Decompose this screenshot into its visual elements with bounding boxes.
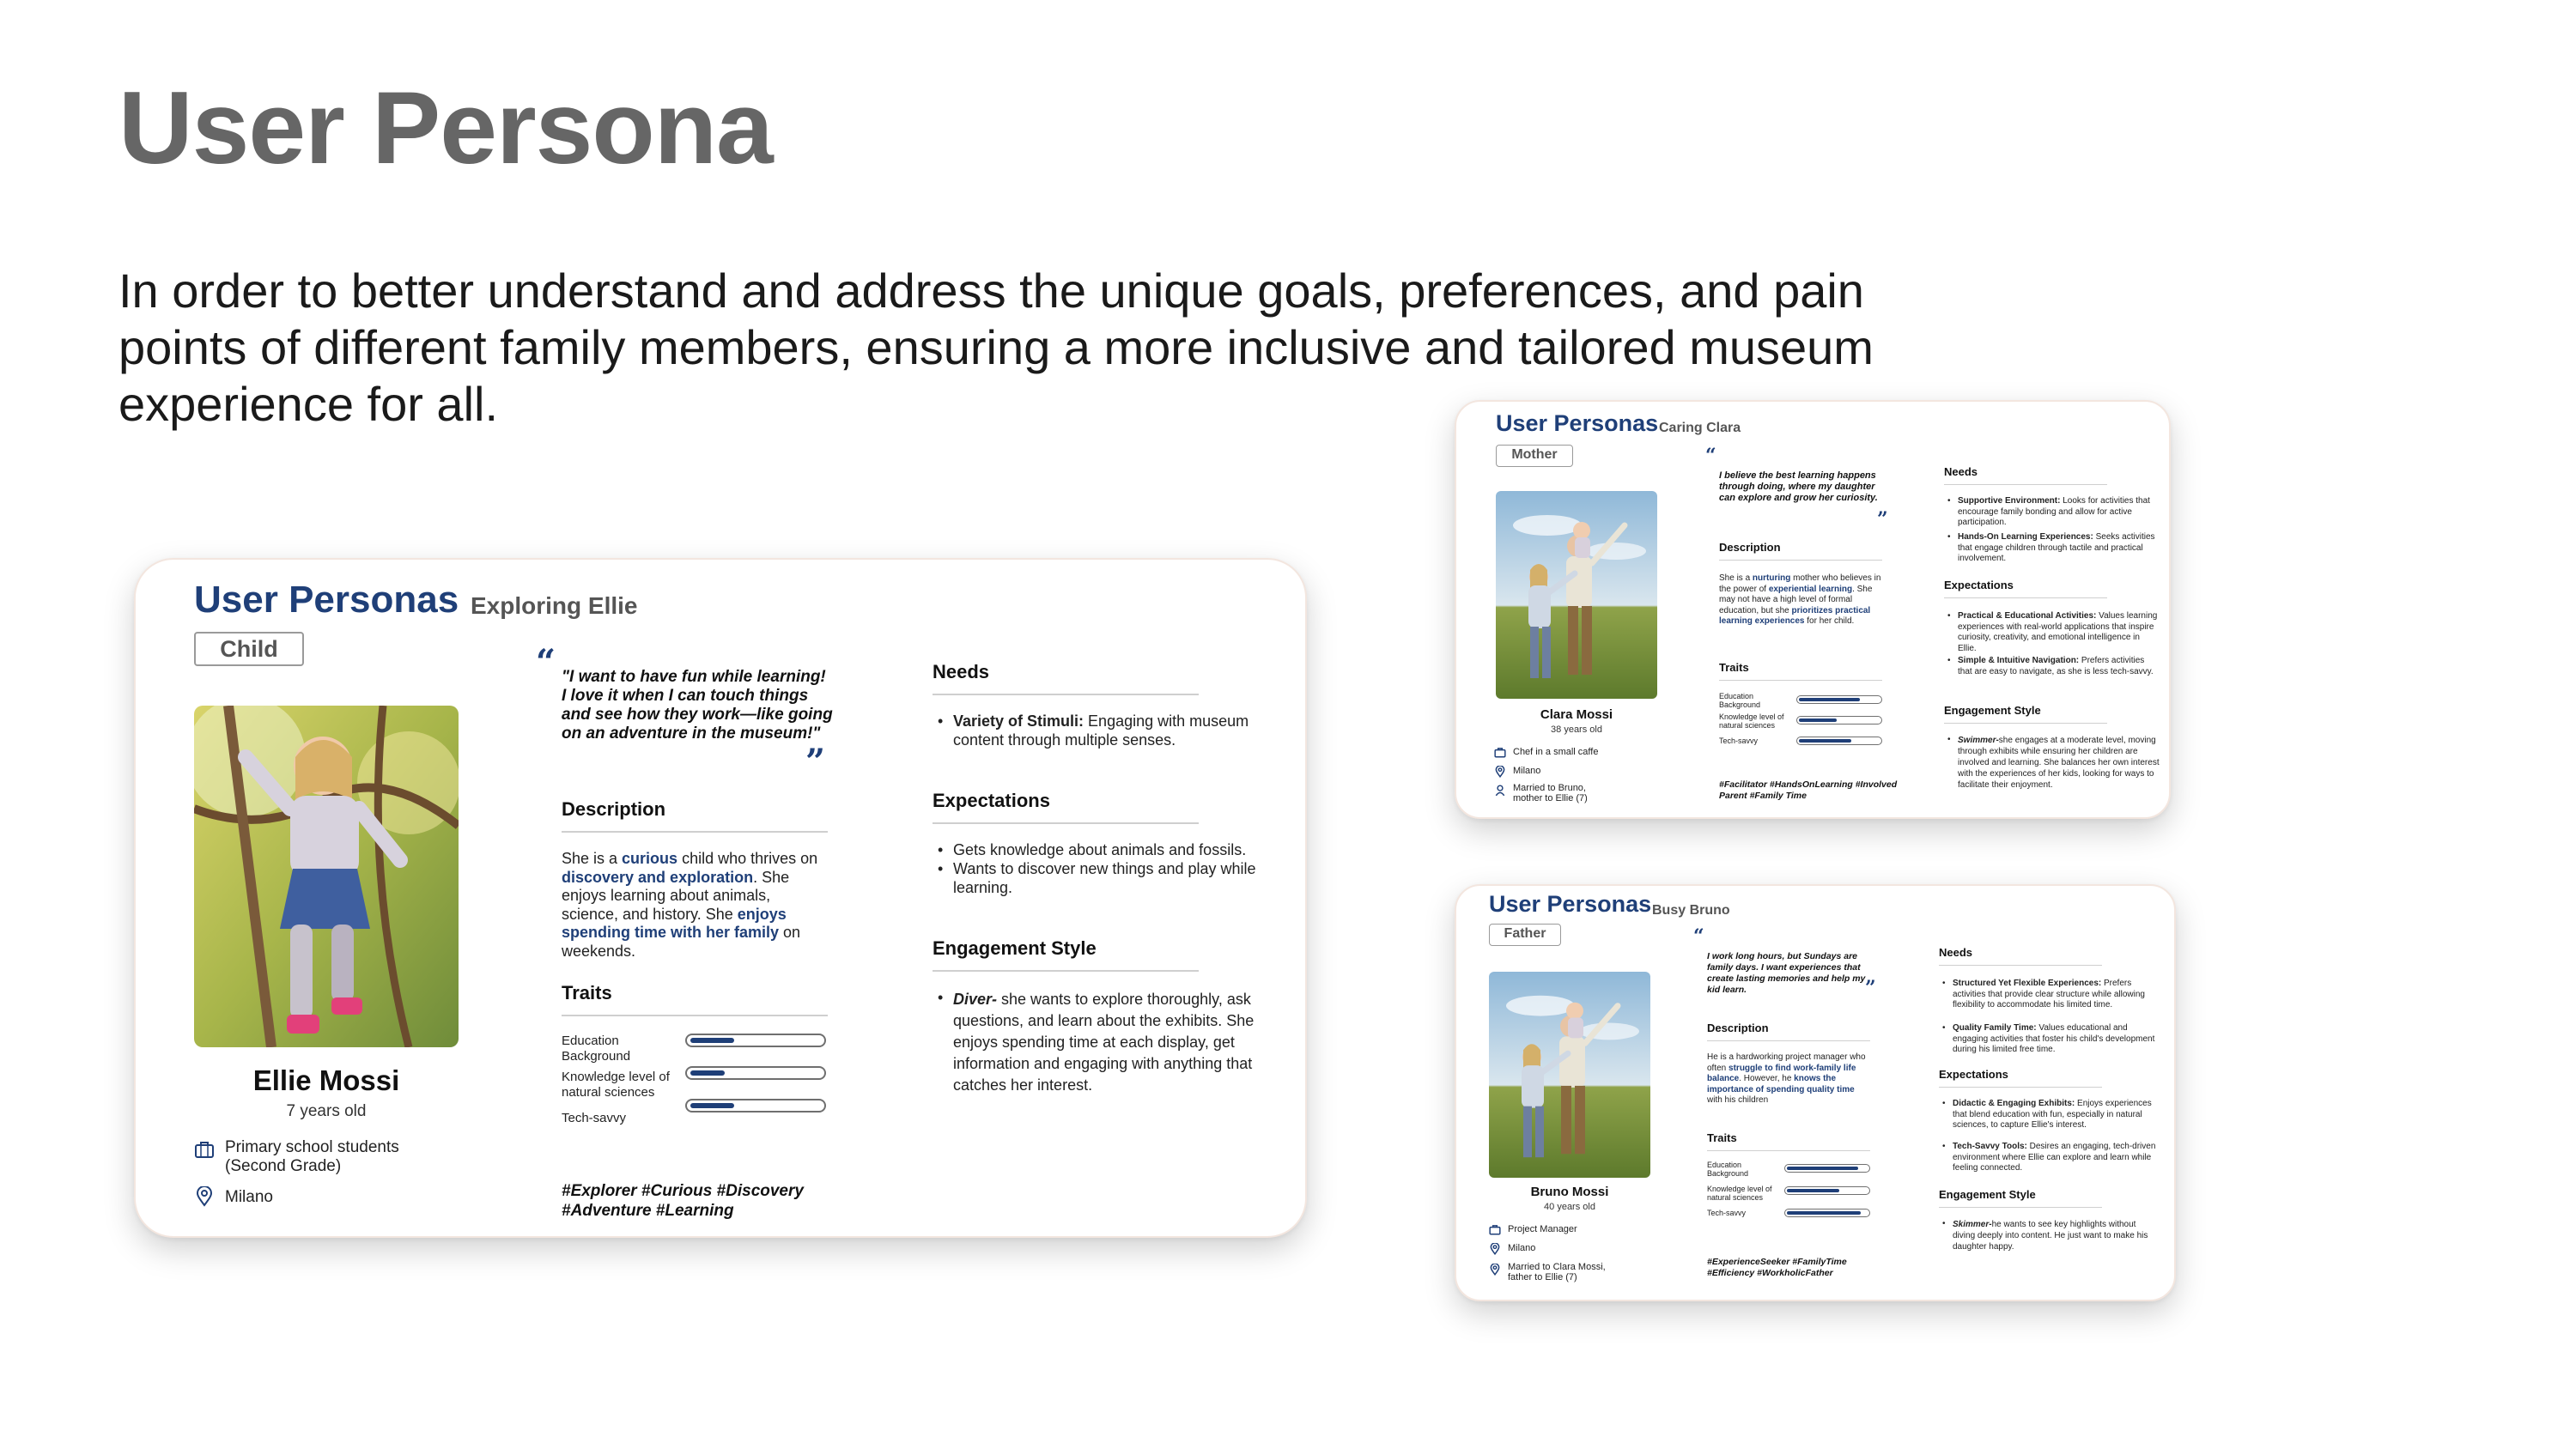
trait-bar (1796, 737, 1882, 745)
needs-item: Variety of Stimuli: Engaging with museum content through multiple senses. (953, 712, 1249, 749)
trait-label: Education Background (1719, 692, 1761, 709)
engagement-heading: Engagement Style (933, 937, 1097, 959)
open-quote-icon: “ (1705, 445, 1716, 467)
persona-fullname: Bruno Mossi (1530, 1185, 1609, 1199)
bullet: • (1947, 532, 1951, 542)
persona-photo-bruno (1489, 972, 1650, 1178)
persona-age: 38 years old (1551, 724, 1602, 735)
engagement-item: Skimmer-he wants to see key highlights without diving deeply into content. He just want to make his daughter happy. (1953, 1220, 2148, 1252)
divider (1939, 965, 2102, 966)
needs-item: Hands-On Learning Experiences: Seeks activities that engage children through tactile and practical involvement. (1958, 532, 2155, 563)
bullet: • (1942, 1219, 1946, 1228)
expectations-item: Practical & Educational Activities: Values learning experiences with real-world applications that inspire curiosity, creativity, and emotional intelligence in Ellie. (1958, 611, 2158, 653)
trait-label: Education Background (562, 1034, 631, 1064)
trait-label: Tech-savvy (1707, 1209, 1747, 1217)
bullet: • (1942, 1099, 1946, 1108)
trait-label: Tech-savvy (1719, 737, 1759, 745)
persona-photo-ellie (194, 706, 459, 1047)
persona-name: Exploring Ellie (471, 592, 638, 619)
needs-item: Quality Family Time: Values educational and engaging activities that foster his child's development during his limited free time. (1953, 1023, 2155, 1054)
occupation-text: Chef in a small caffe (1513, 747, 1599, 757)
traits-heading: Traits (562, 982, 612, 1003)
engagement-heading: Engagement Style (1939, 1188, 2036, 1201)
divider (562, 1015, 828, 1016)
bullet: • (938, 841, 944, 858)
expectations-item: Simple & Intuitive Navigation: Prefers activities that are easy to navigate, as she is less tech-savvy. (1958, 656, 2154, 676)
divider (1939, 1207, 2102, 1208)
close-quote-icon: ” (1877, 508, 1888, 530)
divider (1939, 1087, 2102, 1088)
briefcase-icon (194, 1140, 215, 1159)
persona-card-bruno (1455, 884, 2176, 1301)
role-badge: Father (1489, 924, 1561, 946)
description-text: She is a curious child who thrives on discovery and exploration. She enjoys learning about animals, science, and history. She enjoys spending time with her family on weekends. (562, 850, 818, 960)
bullet: • (938, 860, 944, 877)
expectations-item: Didactic & Engaging Exhibits: Enjoys experiences that blend education with fun, especially in natural sciences, to capture Ellie's interest. (1953, 1099, 2152, 1130)
briefcase-icon (1489, 1224, 1501, 1235)
trait-label: Knowledge level of natural sciences (1719, 712, 1784, 730)
trait-label: Knowledge level of natural sciences (1707, 1185, 1772, 1202)
divider (1944, 484, 2107, 485)
location-pin-icon (1490, 1264, 1500, 1276)
divider (1719, 680, 1882, 681)
engagement-item: Diver- she wants to explore thoroughly, ask questions, and learn about the exhibits. She enjoys spending time at each display, get information and engaging with anything that catches her interest. (953, 991, 1255, 1094)
divider (1719, 560, 1882, 561)
persona-fullname: Ellie Mossi (252, 1064, 400, 1096)
divider (1707, 1040, 1870, 1041)
description-text: She is a nurturing mother who believes in the power of experiential learning. She may not have a high level of formal education, but she prioritizes practical learning experiences for her child. (1719, 573, 1881, 626)
needs-heading: Needs (1944, 465, 1978, 478)
trait-bar (1784, 1209, 1870, 1217)
persona-hashtags: #Explorer #Curious #Discovery #Adventure #Learning (562, 1182, 804, 1220)
persona-quote: "I want to have fun while learning! I love it when I can touch things and see how they work—like going on an adventure in the museum!" (562, 668, 833, 743)
description-heading: Description (562, 798, 666, 820)
trait-label: Knowledge level of natural sciences (562, 1070, 670, 1100)
expectations-item: Gets knowledge about animals and fossils. (953, 841, 1247, 858)
bullet: • (1947, 611, 1951, 621)
bullet: • (1942, 1142, 1946, 1151)
page-title: User Persona (118, 70, 773, 185)
traits-heading: Traits (1719, 661, 1749, 674)
persona-card-ellie (134, 558, 1307, 1238)
trait-bar-fill (1787, 1211, 1861, 1215)
divider (933, 694, 1199, 695)
trait-bar (685, 1099, 826, 1113)
location-pin-icon (1490, 1243, 1500, 1255)
persona-name: Busy Bruno (1652, 903, 1730, 918)
trait-bar-fill (1799, 739, 1851, 743)
expectations-item: Wants to discover new things and play while learning. (953, 860, 1256, 896)
expectations-heading: Expectations (1944, 579, 2014, 591)
engagement-heading: Engagement Style (1944, 704, 2041, 717)
trait-bar (1796, 716, 1882, 724)
briefcase-icon (1494, 747, 1506, 758)
location-text: Milano (1508, 1243, 1536, 1253)
divider (1944, 597, 2107, 598)
location-text: Milano (225, 1188, 273, 1206)
traits-heading: Traits (1707, 1131, 1737, 1144)
bullet: • (1942, 979, 1946, 988)
close-quote-icon: ” (1865, 977, 1876, 999)
open-quote-icon: “ (536, 642, 556, 682)
divider (933, 970, 1199, 972)
intro-text: In order to better understand and address the unique goals, preferences, and pain points of different family members, ensuring a more inclusive and tailored museum experience for all. (118, 264, 1874, 431)
open-quote-icon: “ (1693, 925, 1704, 948)
needs-heading: Needs (933, 661, 990, 682)
description-heading: Description (1719, 541, 1781, 554)
occupation-text: Primary school students (Second Grade) (225, 1138, 399, 1175)
description-text: He is a hardworking project manager who often struggle to find work-family life balance. However, he knows the importance of spending quality time with his children (1707, 1052, 1866, 1105)
trait-bar (1796, 695, 1882, 704)
divider (1944, 723, 2107, 724)
persona-name: Caring Clara (1659, 421, 1741, 435)
needs-item: Supportive Environment: Looks for activities that encourage family bonding and allow for active participation. (1958, 496, 2150, 527)
expectations-item: Tech-Savvy Tools: Desires an engaging, tech-driven environment where Ellie can explore and learn while feeling connected. (1953, 1142, 2156, 1173)
role-badge: Mother (1496, 445, 1573, 467)
trait-bar-fill (1787, 1189, 1839, 1192)
persona-card-clara (1455, 400, 2171, 819)
persona-photo-clara (1496, 491, 1657, 699)
trait-bar-fill (1787, 1167, 1858, 1170)
family-photo-illustration (1496, 491, 1657, 699)
relation-text: Married to Clara Mossi, father to Ellie (7) (1508, 1262, 1606, 1282)
divider (562, 831, 828, 833)
brand-heading: User Personas (194, 579, 459, 621)
bullet: • (938, 712, 944, 730)
expectations-heading: Expectations (933, 790, 1050, 811)
bullet: • (938, 989, 944, 1006)
divider (933, 822, 1199, 824)
trait-bar (1784, 1164, 1870, 1173)
location-text: Milano (1513, 766, 1541, 776)
trait-bar (685, 1066, 826, 1080)
location-pin-icon (196, 1186, 213, 1207)
trait-bar-fill (1799, 698, 1860, 701)
close-quote-icon: ” (805, 742, 826, 782)
bullet: • (1947, 656, 1951, 665)
description-heading: Description (1707, 1022, 1769, 1034)
needs-heading: Needs (1939, 946, 1973, 959)
bullet: • (1942, 1023, 1946, 1033)
persona-hashtags: #Facilitator #HandsOnLearning #Involved Parent #Family Time (1719, 779, 1898, 801)
person-icon (1495, 785, 1505, 797)
trait-bar-fill (690, 1103, 734, 1108)
persona-hashtags: #ExperienceSeeker #FamilyTime #Efficiency #WorkholicFather (1707, 1257, 1847, 1278)
trait-bar (1784, 1186, 1870, 1195)
bullet: • (1947, 735, 1951, 744)
location-pin-icon (1495, 766, 1505, 778)
engagement-item: Swimmer-she engages at a moderate level, moving through exhibits while ensuring her children are involved and learning. She balances her own interest with the experiences of her kids, looking for ways to facilitate their enjoyment. (1958, 736, 2160, 790)
bullet: • (1947, 496, 1951, 506)
relation-text: Married to Bruno, mother to Ellie (7) (1513, 783, 1588, 803)
child-photo-illustration (194, 706, 459, 1047)
needs-item: Structured Yet Flexible Experiences: Prefers activities that provide clear structure while allowing flexibility to accommodate his limited time. (1953, 979, 2145, 1009)
divider (1707, 1150, 1870, 1151)
persona-age: 7 years old (286, 1102, 367, 1120)
family-photo-illustration (1489, 972, 1650, 1178)
trait-label: Tech-savvy (562, 1111, 627, 1125)
trait-bar-fill (690, 1038, 734, 1043)
occupation-text: Project Manager (1508, 1224, 1577, 1234)
persona-age: 40 years old (1544, 1202, 1595, 1212)
persona-quote: I work long hours, but Sundays are family days. I want experiences that create lasting memories and help my kid learn. (1707, 951, 1866, 995)
trait-bar-fill (690, 1070, 725, 1076)
brand-heading: User Personas (1496, 410, 1659, 436)
role-badge: Child (194, 632, 304, 666)
persona-fullname: Clara Mossi (1540, 707, 1613, 722)
trait-bar (685, 1034, 826, 1047)
expectations-heading: Expectations (1939, 1068, 2008, 1081)
brand-heading: User Personas (1489, 891, 1652, 917)
persona-quote: I believe the best learning happens through doing, where my daughter can explore and grow her curiosity. (1719, 470, 1878, 503)
trait-bar-fill (1799, 718, 1837, 722)
trait-label: Education Background (1707, 1161, 1749, 1178)
